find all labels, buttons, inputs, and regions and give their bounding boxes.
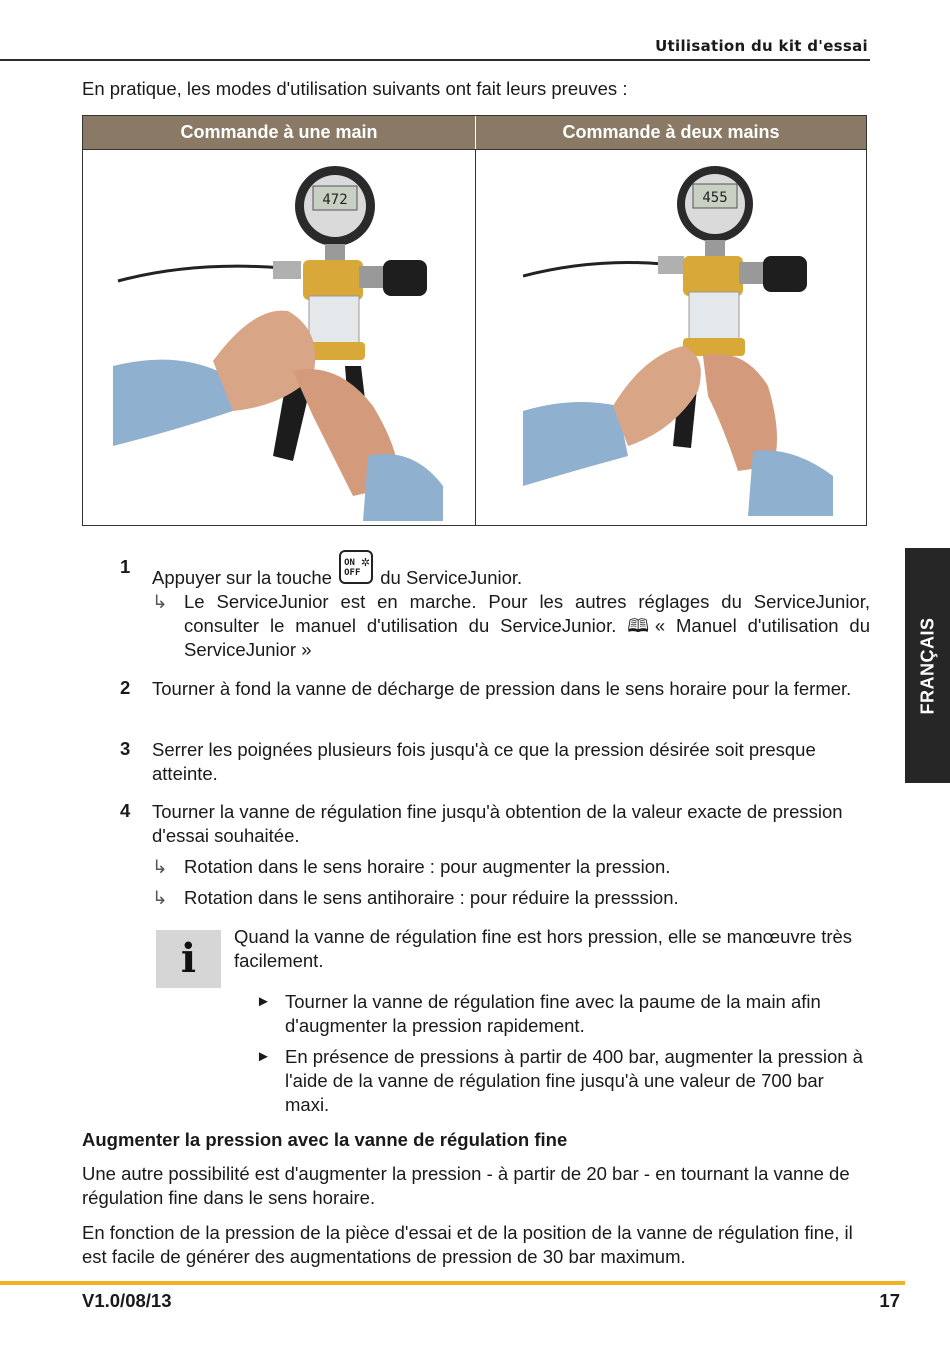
column-header-two-hands: Commande à deux mains [476, 116, 866, 149]
paragraph-1: Une autre possibilité est d'augmenter la pression - à partir de 20 bar - en tournant la vanne de régulation fine dans le sens horaire. [82, 1163, 850, 1208]
gauge-reading: 472 [322, 192, 348, 208]
step-1-result [152, 590, 870, 662]
intro-text: En pratique, les modes d'utilisation suivants ont fait leurs preuves : [82, 78, 628, 99]
info-bullet-2-text: En présence de pressions à partir de 400 bar, augmenter la pression à l'aide de la vanne de régulation fine jusqu'à une valeur de 700 bar maxi. [285, 1046, 863, 1115]
one-hand-operation-photo [113, 156, 453, 521]
step-3-text: Serrer les poignées plusieurs fois jusqu'à ce que la pression désirée soit presque atteinte. [152, 739, 816, 784]
step-4-text: Tourner la vanne de régulation fine jusqu'à obtention de la valeur exacte de pression d'essai souhaitée. [152, 801, 843, 846]
step-4-result-1-text: Rotation dans le sens horaire : pour augmenter la pression. [184, 856, 671, 877]
language-side-tab-label: FRANÇAIS [917, 617, 937, 714]
footer-page-number: 17 [879, 1290, 900, 1311]
info-icon-glyph: i [180, 935, 197, 982]
column-header-one-hand: Commande à une main [83, 116, 476, 149]
section-title: Utilisation du kit d'essai [655, 37, 868, 55]
result-arrow-icon: ↳ [152, 856, 168, 877]
step-number-4: 4 [120, 800, 131, 821]
paragraph-2: En fonction de la pression de la pièce d'essai et de la position de la vanne de régulation fine, il est facile de générer des augmentations de pression de 30 bar maximum. [82, 1222, 853, 1267]
step-1-text [152, 556, 870, 590]
info-bullet-1-text: Tourner la vanne de régulation fine avec la paume de la main afin d'augmenter la pression rapidement. [285, 991, 821, 1036]
step-number-1: 1 [120, 556, 131, 577]
info-bullet-2 [256, 1045, 870, 1117]
header-rule [0, 59, 870, 61]
step-2-text: Tourner à fond la vanne de décharge de pression dans le sens horaire pour la fermer. [152, 678, 852, 699]
info-note-text: Quand la vanne de régulation fine est hors pression, elle se manœuvre très facilement. [234, 926, 853, 971]
subheading: Augmenter la pression avec la vanne de régulation fine [82, 1129, 568, 1150]
footer-version: V1.0/08/13 [82, 1290, 172, 1311]
bullet-triangle-icon: ► [256, 1048, 271, 1065]
step-number-3: 3 [120, 738, 131, 759]
result-arrow-icon: ↳ [152, 887, 168, 908]
on-off-key-label: ON OFF [344, 558, 361, 578]
table-column-divider [475, 149, 476, 525]
two-hand-operation-photo [523, 156, 843, 521]
on-off-key-icon [339, 550, 373, 584]
step-4-result-2-text: Rotation dans le sens antihoraire : pour réduire la presssion. [184, 887, 679, 908]
step-1-result-text: Le ServiceJunior est en marche. Pour les autres réglages du ServiceJunior, consulter le manuel d'utilisation du ServiceJunior. 🕮« Manuel d'utilisation du ServiceJunior » [184, 591, 870, 660]
sun-icon: ✲ [360, 557, 371, 569]
step-4-result-1 [152, 855, 870, 879]
step-number-2: 2 [120, 677, 131, 698]
gauge-reading: 455 [702, 190, 728, 206]
language-side-tab [905, 548, 950, 783]
info-icon [156, 930, 221, 988]
usage-modes-table [82, 115, 867, 526]
result-arrow-icon: ↳ [152, 591, 168, 612]
footer-rule [0, 1281, 905, 1285]
step-4-result-2 [152, 886, 870, 910]
bullet-triangle-icon: ► [256, 993, 271, 1010]
step-1-text-after: du ServiceJunior. [380, 567, 523, 588]
info-bullet-1 [256, 990, 870, 1038]
step-1-text-before: Appuyer sur la touche [152, 567, 332, 588]
